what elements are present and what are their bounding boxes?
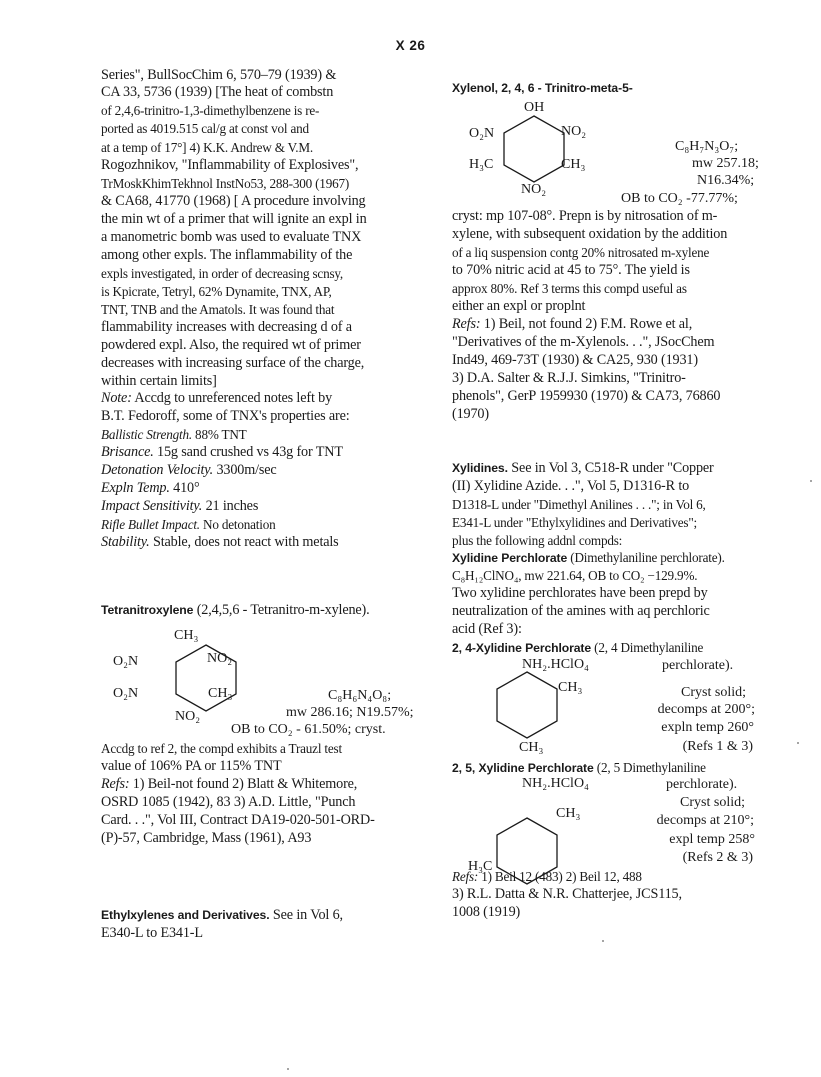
property-line: expl temp 258°: [669, 832, 755, 847]
heading-rest: (2,4,5,6 - Tetranitro-m-xylene).: [193, 602, 370, 618]
body-line: D1318-L under "Dimethyl Anilines . . ."; in Vol 6,: [452, 497, 706, 512]
heading-continuation: perchlorate).: [662, 658, 734, 673]
nitrogen-content: N16.34%;: [697, 173, 755, 188]
body-line: Series", BullSocChim 6, 570–79 (1939) &: [101, 67, 337, 83]
property-line: (Refs 1 & 3): [682, 739, 753, 754]
body-line: acid (Ref 3):: [452, 621, 522, 637]
scan-speck: [810, 480, 812, 482]
property-line: (Refs 2 & 3): [682, 850, 753, 865]
refs-line: 1008 (1919): [452, 904, 521, 920]
property-label: Ballistic Strength.: [101, 427, 192, 442]
scan-speck: [797, 742, 799, 744]
refs-text: 1) Beil 12 (483) 2) Beil 12, 488: [478, 869, 642, 884]
right-column: [452, 60, 772, 1010]
substituent-lower-right: CH₃: [561, 157, 586, 172]
body-line: Two xylidine perchlorates have been prepd by: [452, 585, 708, 601]
body-line: the min wt of a primer that will ignite an expl in: [101, 211, 367, 227]
refs-text: 1) Beil-not found 2) Blatt & Whitemore,: [129, 776, 358, 792]
property-label: Detonation Velocity.: [101, 462, 214, 478]
property-line: decomps at 210°;: [656, 813, 754, 828]
substituent-bottom: CH₃: [519, 740, 544, 755]
heading-rest: See in Vol 3, C518-R under "Copper: [507, 460, 714, 476]
heading-rest: (2, 4 Dimethylaniline: [591, 640, 704, 655]
refs-line: (1970): [452, 406, 489, 422]
substituent-lower-left: H₃C: [468, 859, 493, 874]
scan-speck: [602, 940, 604, 942]
body-line: C₈H₁₂ClNO₄, mw 221.64, OB to CO₂ −129.9%.: [452, 568, 698, 583]
section-heading-ethylxylenes: [101, 907, 343, 924]
heading-bold: 2, 5, Xylidine Perchlorate: [452, 761, 594, 775]
refs-line: [452, 868, 642, 885]
body-line: TNT, TNB and the Amatols. It was found that: [101, 302, 335, 317]
molecular-weight: mw 257.18;: [692, 156, 759, 171]
body-line: flammability increases with decreasing d of a: [101, 319, 352, 335]
refs-label: Refs:: [101, 776, 130, 792]
refs-line: 3) R.L. Datta & N.R. Chatterjee, JCS115,: [452, 886, 682, 902]
property-label: Expln Temp.: [101, 480, 170, 496]
heading-rest: (2, 5 Dimethylaniline: [593, 760, 706, 775]
property-label: Brisance.: [101, 444, 154, 460]
note-label: Note:: [101, 390, 132, 406]
substituent-top: OH: [524, 100, 545, 115]
heading-bold: Xylenol, 2, 4, 6 - Trinitro-meta-5-: [452, 81, 633, 95]
body-line: expls investigated, in order of decreasing scnsy,: [101, 266, 344, 281]
refs-line: Ind49, 469-73T (1930) & CA25, 930 (1931): [452, 352, 698, 368]
property-label: Stability.: [101, 534, 150, 550]
body-line: E340-L to E341-L: [101, 925, 203, 941]
body-line: powdered expl. Also, the required wt of primer: [101, 337, 361, 353]
property-value: Stable, does not react with metals: [149, 534, 339, 550]
substituent-upper-right: CH₃: [556, 806, 581, 821]
refs-line: Card. . .", Vol III, Contract DA19-020-501-ORD-: [101, 812, 375, 828]
body-line: neutralization of the amines with aq perchloric: [452, 603, 710, 619]
body-line: & CA68, 41770 (1968) [ A procedure involving: [101, 193, 366, 209]
heading-rest: See in Vol 6,: [269, 907, 343, 923]
body-line: at a temp of 17°] 4) K.K. Andrew & V.M.: [101, 140, 313, 155]
refs-line: [101, 776, 357, 793]
heading-bold: Ethylxylenes and Derivatives.: [101, 908, 270, 922]
molecular-formula: C₈H₇N₃O₇;: [675, 139, 739, 154]
molecular-formula: C₈H₆N₄O₈;: [328, 688, 392, 703]
body-line: Accdg to ref 2, the compd exhibits a Trauzl test: [101, 741, 342, 756]
heading-bold: Tetranitroxylene: [101, 603, 194, 617]
oxygen-balance: OB to CO₂ - 61.50%; cryst.: [231, 722, 386, 737]
body-line: E341-L under "Ethylxylidines and Derivatives";: [452, 515, 697, 530]
body-line: among other expls. The inflammability of the: [101, 247, 353, 263]
amine-substituent: NH₂.HClO₄: [522, 776, 589, 791]
property-value: 88% TNT: [191, 427, 247, 442]
body-line: of 2,4,6-trinitro-1,3-dimethylbenzene is re-: [101, 103, 320, 118]
property-line: Cryst solid;: [680, 795, 745, 810]
property-line: decomps at 200°;: [657, 702, 755, 717]
property-line: Cryst solid;: [681, 685, 746, 700]
body-line: TrMoskKhimTekhnol InstNo53, 288-300 (1967): [101, 176, 350, 191]
refs-text: 1) Beil, not found 2) F.M. Rowe et al,: [480, 316, 693, 332]
property-value: No detonation: [199, 517, 276, 532]
body-line: within certain limits]: [101, 373, 217, 389]
substituent-lower-left: O₂N: [113, 686, 139, 701]
molecular-weight: mw 286.16; N19.57%;: [286, 705, 414, 720]
left-column: [101, 60, 421, 1010]
refs-label: Refs:: [452, 869, 479, 884]
refs-line: 3) D.A. Salter & R.J.J. Simkins, "Trinitro-: [452, 370, 686, 386]
substituent-lower-right: CH₃: [208, 686, 233, 701]
substituent-bottom: NO₂: [175, 709, 201, 724]
substituent-lower-left: H₃C: [469, 157, 494, 172]
property-value: 21 inches: [202, 498, 259, 514]
body-line: xylene, with subsequent oxidation by the addition: [452, 226, 728, 242]
body-line: CA 33, 5736 (1939) [The heat of combstn: [101, 84, 334, 100]
scan-speck: [287, 1068, 289, 1070]
substituent-upper-right: NO₂: [561, 124, 587, 139]
body-line: (II) Xylidine Azide. . .", Vol 5, D1316-R to: [452, 478, 690, 494]
substituent-bottom: NO₂: [521, 182, 547, 197]
note-line: B.T. Fedoroff, some of TNX's properties are:: [101, 408, 350, 424]
property-label: Impact Sensitivity.: [101, 498, 203, 514]
oxygen-balance: OB to CO₂ -77.77%;: [621, 191, 738, 206]
body-line: a manometric bomb was used to evaluate TNX: [101, 229, 362, 245]
heading-bold: Xylidine Perchlorate: [452, 551, 568, 565]
heading-continuation: perchlorate).: [666, 777, 738, 792]
refs-line: "Derivatives of the m-Xylenols. . .", JSocChem: [452, 334, 715, 350]
body-line: is Kpicrate, Tetryl, 62% Dynamite, TNX, AP,: [101, 284, 332, 299]
body-line: Rogozhnikov, "Inflammability of Explosives",: [101, 157, 359, 173]
refs-label: Refs:: [452, 316, 481, 332]
substituent-upper-left: O₂N: [113, 654, 139, 669]
amine-substituent: NH₂.HClO₄: [522, 657, 589, 672]
body-line: to 70% nitric acid at 45 to 75°. The yield is: [452, 262, 690, 278]
substituent-upper-right: CH₃: [558, 680, 583, 695]
property-value: 3300m/sec: [213, 462, 277, 478]
body-line: value of 106% PA or 115% TNT: [101, 758, 282, 774]
substituent-upper-right: NO₂: [207, 651, 233, 666]
refs-line: (P)-57, Cambridge, Mass (1961), A93: [101, 830, 312, 846]
page-number-header: X 26: [395, 38, 426, 53]
body-line: approx 80%. Ref 3 terms this compd useful as: [452, 281, 687, 296]
heading-rest: (Dimethylaniline perchlorate).: [567, 550, 725, 565]
body-line: plus the following addnl compds:: [452, 533, 623, 548]
body-line: ported as 4019.515 cal/g at const vol and: [101, 121, 309, 136]
property-value: 410°: [169, 480, 200, 496]
property-line: expln temp 260°: [661, 720, 754, 735]
property-label: Rifle Bullet Impact.: [101, 517, 200, 532]
note-text: Accdg to unreferenced notes left by: [131, 390, 333, 406]
refs-line: phenols", GerP 1959930 (1970) & CA73, 76860: [452, 388, 721, 404]
benzene-ring-tetranitroxylene: [101, 60, 421, 760]
substituent-upper-left: O₂N: [469, 126, 495, 141]
heading-bold: Xylidines.: [452, 461, 508, 475]
heading-bold: 2, 4-Xylidine Perchlorate: [452, 641, 592, 655]
body-line: decreases with increasing surface of the charge,: [101, 355, 365, 371]
body-line: of a liq suspension contg 20% nitrosated m-xylene: [452, 245, 710, 260]
body-line: cryst: mp 107-08°. Prepn is by nitrosation of m-: [452, 208, 718, 224]
substituent-top: CH₃: [174, 628, 199, 643]
property-value: 15g sand crushed vs 43g for TNT: [153, 444, 343, 460]
refs-line: OSRD 1085 (1942), 83 3) A.D. Little, "Punch: [101, 794, 356, 810]
body-line: either an expl or proplnt: [452, 298, 586, 314]
